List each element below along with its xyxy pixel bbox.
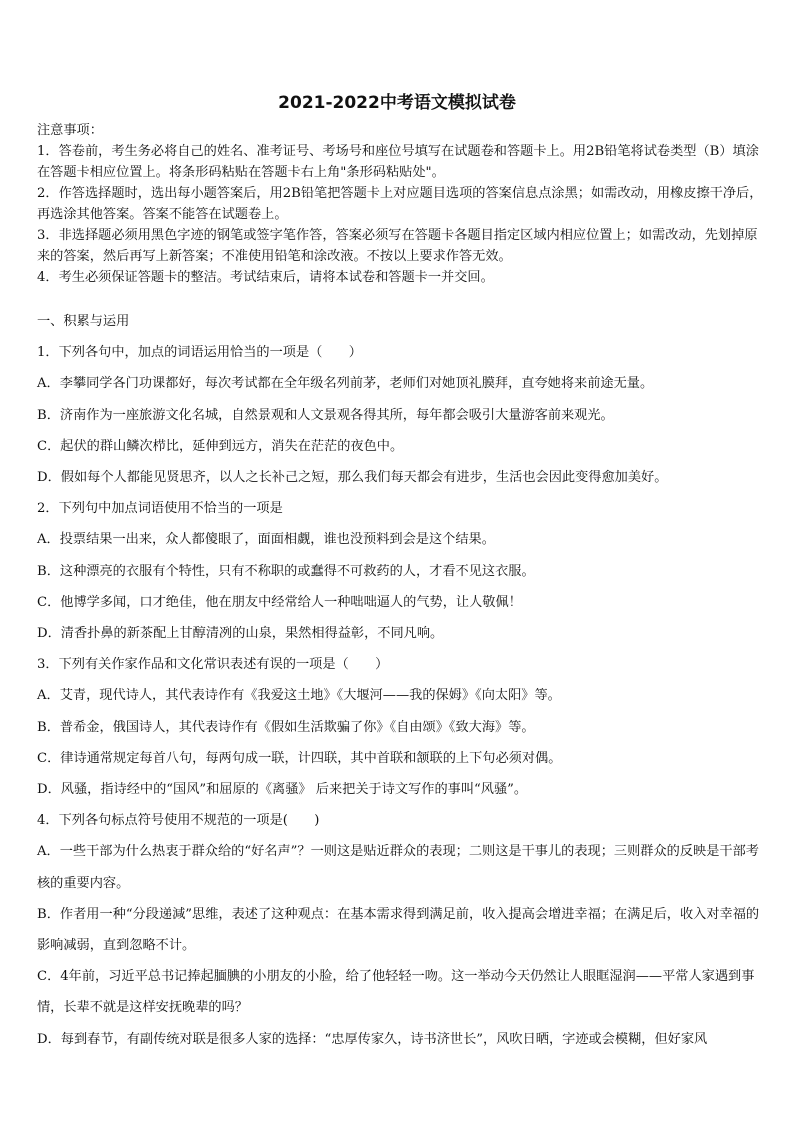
option-d: D．假如每个人都能见贤思齐，以人之长补己之短，那么我们每天都会有进步，生活也会因此变得愈加美好。 bbox=[37, 470, 668, 486]
option-c: C．律诗通常规定每首八句，每两句成一联，计四联，其中首联和颔联的上下句必须对偶。 bbox=[37, 750, 562, 766]
note-item: 2．作答选择题时，选出每小题答案后，用2B铅笔把答题卡上对应题目选项的答案信息点涂黑；如需改动，用橡皮擦干净后，再选涂其他答案。答案不能答在试题卷上。 bbox=[37, 186, 763, 222]
option-a: A．艾青，现代诗人，其代表诗作有《我爱这土地》《大堰河——我的保姆》《向太阳》等。 bbox=[37, 688, 561, 704]
option-b: B．普希金，俄国诗人，其代表诗作有《假如生活欺骗了你》《自由颂》《致大海》等。 bbox=[37, 719, 535, 735]
option-d: D．每到春节，有副传统对联是很多人家的选择：“忠厚传家久，诗书济世长”，风吹日晒，字迹或会模糊，但好家风 bbox=[37, 1031, 708, 1047]
option-d: D．风骚，指诗经中的“国风”和屈原的《离骚》 后来把关于诗文写作的事叫“风骚”。 bbox=[37, 782, 528, 798]
note-item: 4．考生必须保证答题卡的整洁。考试结束后，请将本试卷和答题卡一并交回。 bbox=[37, 270, 494, 285]
question-stem: 4．下列各句标点符号使用不规范的一项是( ) bbox=[37, 813, 320, 829]
option-b: B．作者用一种“分段递減”思维，表述了这种观点：在基本需求得到满足前，收入提高会增进幸福；在满足后，收入对幸福的影响减弱，直到忽略不计。 bbox=[37, 906, 760, 954]
questions-block bbox=[37, 306, 767, 1055]
section-heading: 一、积累与运用 bbox=[37, 314, 130, 329]
question-stem: 3．下列有关作家作品和文化常识表述有误的一项是（ ） bbox=[37, 657, 389, 673]
option-d: D．清香扑鼻的新茶配上甘醇清冽的山泉，果然相得益彰，不同凡响。 bbox=[37, 626, 444, 642]
option-b: B．济南作为一座旅游文化名城，自然景观和人文景观各得其所，每年都会吸引大量游客前来观光。 bbox=[37, 407, 614, 423]
option-c: C．他博学多闻，口才绝佳，他在朋友中经常给人一种咄咄逼人的气势，让人敬佩！ bbox=[37, 594, 522, 610]
notes-heading: 注意事项： bbox=[37, 123, 103, 138]
note-item: 3．非选择题必须用黑色字迹的钢笔或签字笔作答，答案必须写在答题卡各题目指定区域内相应位置上；如需改动，先划掉原来的答案，然后再写上新答案；不准使用铅笔和涂改液。不按以上要求作答无效。 bbox=[37, 228, 758, 264]
option-c: C．起伏的群山鳞次栉比，延伸到远方，消失在茫茫的夜色中。 bbox=[37, 438, 404, 454]
note-item: 1．答卷前，考生务必将自己的姓名、准考证号、考场号和座位号填写在试题卷和答题卡上。用2B铅笔将试卷类型（B）填涂在答题卡相应位置上。将条形码粘贴在答题卡右上角"条形码粘贴处"。 bbox=[37, 144, 759, 180]
question-stem: 1．下列各句中，加点的词语运用恰当的一项是（ ） bbox=[37, 345, 362, 361]
option-a: A．投票结果一出来，众人都傻眼了，面面相觑，谁也没预料到会是这个结果。 bbox=[37, 532, 495, 548]
option-c: C．4年前，习近平总书记捧起腼腆的小朋友的小脸，给了他轻轻一吻。这一举动今天仍然让人眼眶湿润——平常人家遇到事情，长辈不就是这样安抚晚辈的吗？ bbox=[37, 969, 755, 1016]
notes-block bbox=[37, 120, 767, 288]
question-stem: 2．下列句中加点词语使用不恰当的一项是 bbox=[37, 501, 283, 517]
option-a: A．李攀同学各门功课都好，每次考试都在全年级名列前茅，老师们对她顶礼膜拜，直夸她将来前途无量。 bbox=[37, 376, 654, 392]
option-a: A．一些干部为什么热衷于群众给的“好名声”？一则这是贴近群众的表现；二则这是干事儿的表现；三则群众的反映是干部考核的重要内容。 bbox=[37, 844, 759, 891]
option-b: B．这种漂亮的衣服有个特性，只有不称职的或蠢得不可救药的人，才看不见这衣服。 bbox=[37, 563, 535, 579]
page-title: 2021-2022中考语文模拟试卷 bbox=[278, 93, 516, 113]
